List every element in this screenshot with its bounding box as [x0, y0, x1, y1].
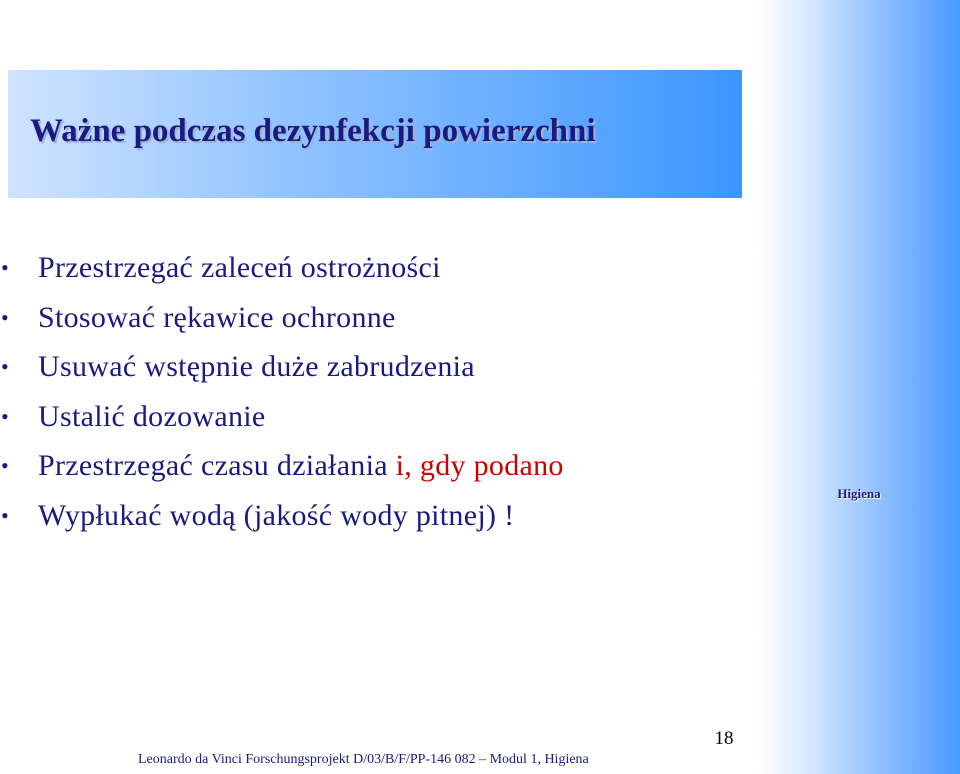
bullet-item — [0, 297, 564, 347]
page-number: 18 — [706, 724, 742, 754]
bullet-item — [0, 495, 564, 545]
bullet-dot-icon: • — [1, 403, 10, 429]
bullet-text: Wypłukać wodą (jakość wody pitnej) ! — [38, 498, 515, 532]
bullet-item — [0, 445, 564, 495]
bullet-dot-icon: • — [1, 354, 10, 379]
footer-text: Leonardo da Vinci Forschungsprojekt D/03/B/F/PP-146 082 – Modul 1, Higiena — [138, 752, 589, 767]
bullet-highlight-text: i, gdy podano — [395, 449, 564, 482]
bullet-dot-icon: • — [1, 453, 10, 478]
bullet-text: Stosować rękawice ochronne — [38, 300, 396, 334]
bullet-dot-icon: • — [1, 304, 10, 330]
bullet-item — [0, 396, 564, 446]
slide-title: Ważne podczas dezynfekcji powierzchni — [30, 113, 596, 149]
bullet-item — [0, 247, 564, 297]
bullet-text: Usuwać wstępnie duże zabrudzenia — [38, 350, 475, 383]
side-gradient-bar — [758, 0, 960, 774]
bullet-text: Przestrzegać zaleceń ostrożności — [38, 251, 441, 284]
bullet-text: Ustalić dozowanie — [38, 399, 266, 433]
bullet-text: Przestrzegać czasu działania — [38, 449, 396, 482]
bullet-dot-icon: • — [1, 255, 10, 280]
side-label: Higiena — [837, 486, 881, 501]
bullet-dot-icon: • — [1, 502, 10, 528]
bullet-item — [0, 346, 564, 396]
bullet-list — [0, 247, 564, 544]
